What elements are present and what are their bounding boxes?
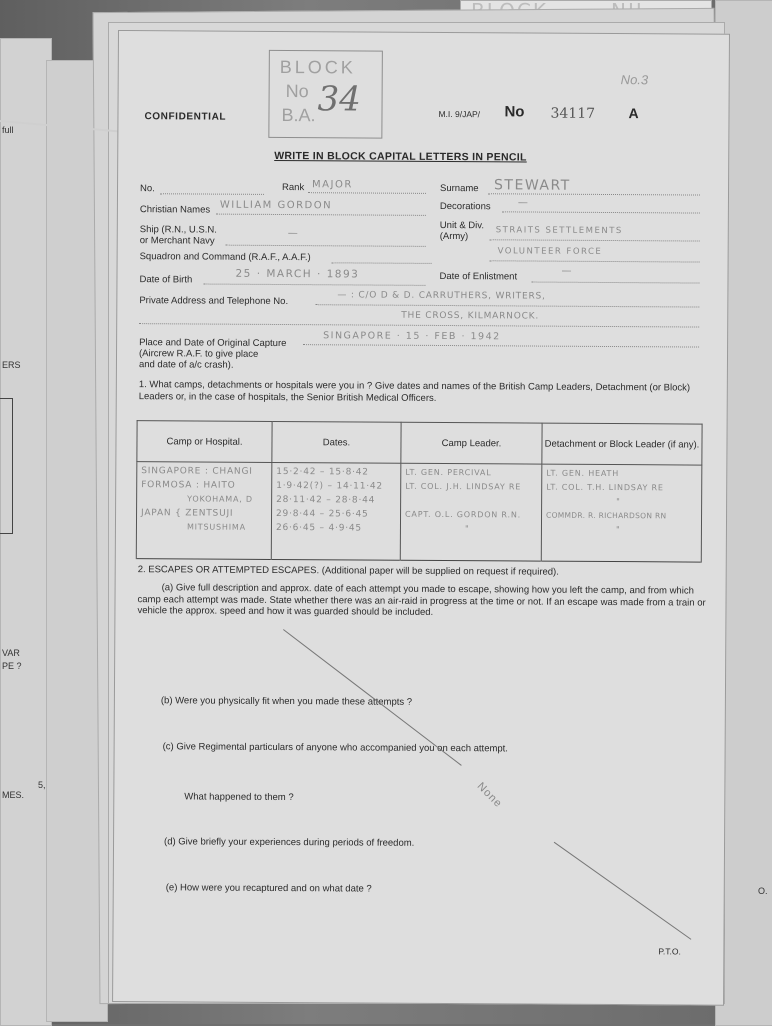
left-edge-text: ERS	[2, 360, 21, 370]
question-2e-text: (e) How were you recaptured and on what date ?	[165, 882, 372, 895]
header-camp-leader: Camp Leader.	[401, 422, 542, 464]
address-line-1	[315, 304, 699, 307]
capture-value: SINGAPORE · 15 · FEB · 1942	[323, 330, 501, 343]
address-value-2: THE CROSS, KILMARNOCK.	[401, 310, 540, 322]
dates-column	[271, 462, 401, 560]
no-line	[160, 193, 264, 195]
stamp-handwritten-number: 34	[317, 79, 361, 120]
ship-label-2: or Merchant Navy	[139, 235, 215, 247]
decorations-label: Decorations	[439, 200, 491, 213]
date-entry: 15·2·42 – 15·8·42	[276, 466, 369, 478]
date-entry: 29·8·44 – 25·6·45	[276, 508, 369, 520]
leader-entry: LT. GEN. PERCIVAL	[405, 467, 492, 478]
stamp-block-text: BLOCK	[279, 56, 356, 78]
capture-label-2: (Aircrew R.A.F. to give place	[138, 348, 259, 360]
camp-entry: MITSUSHIMA	[186, 522, 246, 532]
surname-line	[488, 193, 700, 195]
header-camp: Camp or Hospital.	[137, 421, 272, 463]
question-2c-followup: What happened to them ?	[184, 791, 294, 804]
address-value-1: — : C/O D & D. CARRUTHERS, WRITERS,	[337, 290, 546, 302]
block-leader-entry: COMMDR. R. RICHARDSON RN	[546, 510, 667, 521]
left-edge-text: PE ?	[2, 661, 22, 671]
leader-entry: "	[464, 524, 470, 534]
unit-value-1: STRAITS SETTLEMENTS	[495, 225, 623, 237]
left-edge-text: full	[2, 125, 14, 135]
date-entry: 28·11·42 – 28·8·44	[276, 494, 376, 506]
camp-leader-column	[400, 463, 542, 561]
question-2d-text: (d) Give briefly your experiences during periods of freedom.	[164, 836, 415, 849]
enlistment-label: Date of Enlistment	[439, 270, 518, 283]
ship-value: —	[287, 228, 300, 240]
camps-table	[136, 420, 703, 562]
confidential-label: CONFIDENTIAL	[144, 111, 227, 123]
left-edge-text: 5,	[38, 780, 46, 790]
camp-entry: SINGAPORE : CHANGI	[141, 466, 253, 477]
unit-label: Unit & Div.	[439, 219, 485, 232]
hand-note: No.3	[620, 72, 649, 88]
decorations-line	[502, 211, 700, 213]
camp-entry: YOKOHAMA, D	[187, 494, 253, 504]
block-stamp	[268, 50, 383, 139]
enlistment-line	[531, 282, 699, 284]
instruction-heading: WRITE IN BLOCK CAPITAL LETTERS IN PENCIL	[274, 149, 527, 164]
unit-label-2: (Army)	[439, 230, 469, 243]
question-2a-text: (a) Give full description and approx. date of each attempt you made to escape, showing how you left the camp, and from which camp each attempt was made. State whether there was an air-raid in progress at the time or not. If an escape was made from a train or vehicle the approx. speed and how it was guarded should be included.	[137, 582, 706, 618]
address-line-2	[139, 323, 699, 327]
camp-entry: JAPAN { ZENTSUJI	[141, 508, 234, 519]
christian-names-line	[216, 214, 426, 216]
christian-names-label: Christian Names	[139, 204, 211, 216]
rank-line	[308, 192, 426, 194]
ref-code: M.I. 9/JAP/	[438, 108, 481, 120]
strike-line-lower	[554, 842, 692, 940]
question-2c-text: (c) Give Regimental particulars of anyone who accompanied you on each attempt.	[162, 741, 509, 755]
pow-questionnaire-form	[112, 30, 730, 1006]
stamp-no-text: No	[285, 81, 309, 102]
dob-label: Date of Birth	[139, 274, 193, 286]
ship-label: Ship (R.N., U.S.N.	[139, 224, 217, 236]
stamp-ba-text: B.A.	[281, 105, 316, 126]
no-label: No.	[139, 183, 155, 195]
pto-label: P.T.O.	[658, 946, 681, 957]
question-2-heading: 2. ESCAPES OR ATTEMPTED ESCAPES. (Additional paper will be supplied on request if required).	[137, 564, 559, 578]
leader-entry: CAPT. O.L. GORDON R.N.	[405, 509, 522, 520]
ship-line	[226, 245, 426, 247]
block-leader-entry: LT. GEN. HEATH	[546, 468, 620, 479]
question-1-text: 1. What camps, detachments or hospitals were you in ? Give dates and names of the British Camp Leaders, Detachment (or Block) Leaders or, in the case of hospitals, the Senior British Medical Officers.	[138, 379, 691, 404]
header-block-leader: Detachment or Block Leader (if any).	[542, 423, 702, 465]
squadron-label: Squadron and Command (R.A.F., A.A.F.)	[139, 251, 311, 264]
unit-value-2: VOLUNTEER FORCE	[497, 246, 603, 257]
form-number: 34117	[550, 105, 596, 122]
rank-value: MAJOR	[312, 179, 353, 191]
header-dates: Dates.	[272, 421, 401, 463]
capture-label-3: and date of a/c crash).	[138, 359, 234, 371]
address-label: Private Address and Telephone No.	[139, 295, 289, 308]
block-leader-entry: LT. COL. T.H. LINDSAY RE	[546, 482, 664, 493]
block-leader-entry: "	[615, 525, 621, 535]
date-entry: 1·9·42(?) – 14·11·42	[276, 480, 383, 492]
number-label: No	[504, 103, 525, 121]
block-leader-column	[541, 464, 702, 562]
decorations-value: —	[517, 197, 530, 209]
block-leader-entry: "	[616, 497, 621, 507]
capture-label: Place and Date of Original Capture	[139, 337, 287, 350]
capture-line	[303, 344, 699, 347]
right-edge-text: O.	[758, 886, 768, 896]
camps-column	[136, 462, 272, 560]
date-entry: 26·6·45 – 4·9·45	[275, 522, 362, 534]
unit-line-1	[490, 239, 700, 241]
none-handwritten-answer: None	[474, 780, 505, 811]
camp-entry: FORMOSA : HAITO	[141, 480, 236, 491]
squadron-line	[332, 262, 432, 264]
enlistment-value: —	[561, 265, 574, 277]
christian-names-value: WILLIAM GORDON	[219, 199, 333, 212]
left-edge-text: VAR	[2, 648, 20, 658]
dob-value: 25 · MARCH · 1893	[235, 267, 360, 281]
dob-line	[203, 284, 425, 286]
left-sheet-table-edge	[0, 398, 13, 534]
left-edge-text: MES.	[2, 790, 25, 800]
camps-table-header-row	[137, 421, 702, 465]
form-suffix: A	[628, 105, 639, 122]
question-2b-text: (b) Were you physically fit when you made these attempts ?	[160, 695, 413, 708]
surname-value: STEWART	[494, 177, 571, 194]
surname-label: Surname	[440, 182, 479, 195]
unit-line-2	[490, 260, 700, 262]
rank-label: Rank	[282, 182, 305, 194]
leader-entry	[405, 496, 537, 511]
camps-table-body-row	[136, 462, 702, 562]
leader-entry: LT. COL. J.H. LINDSAY RE	[405, 481, 522, 492]
